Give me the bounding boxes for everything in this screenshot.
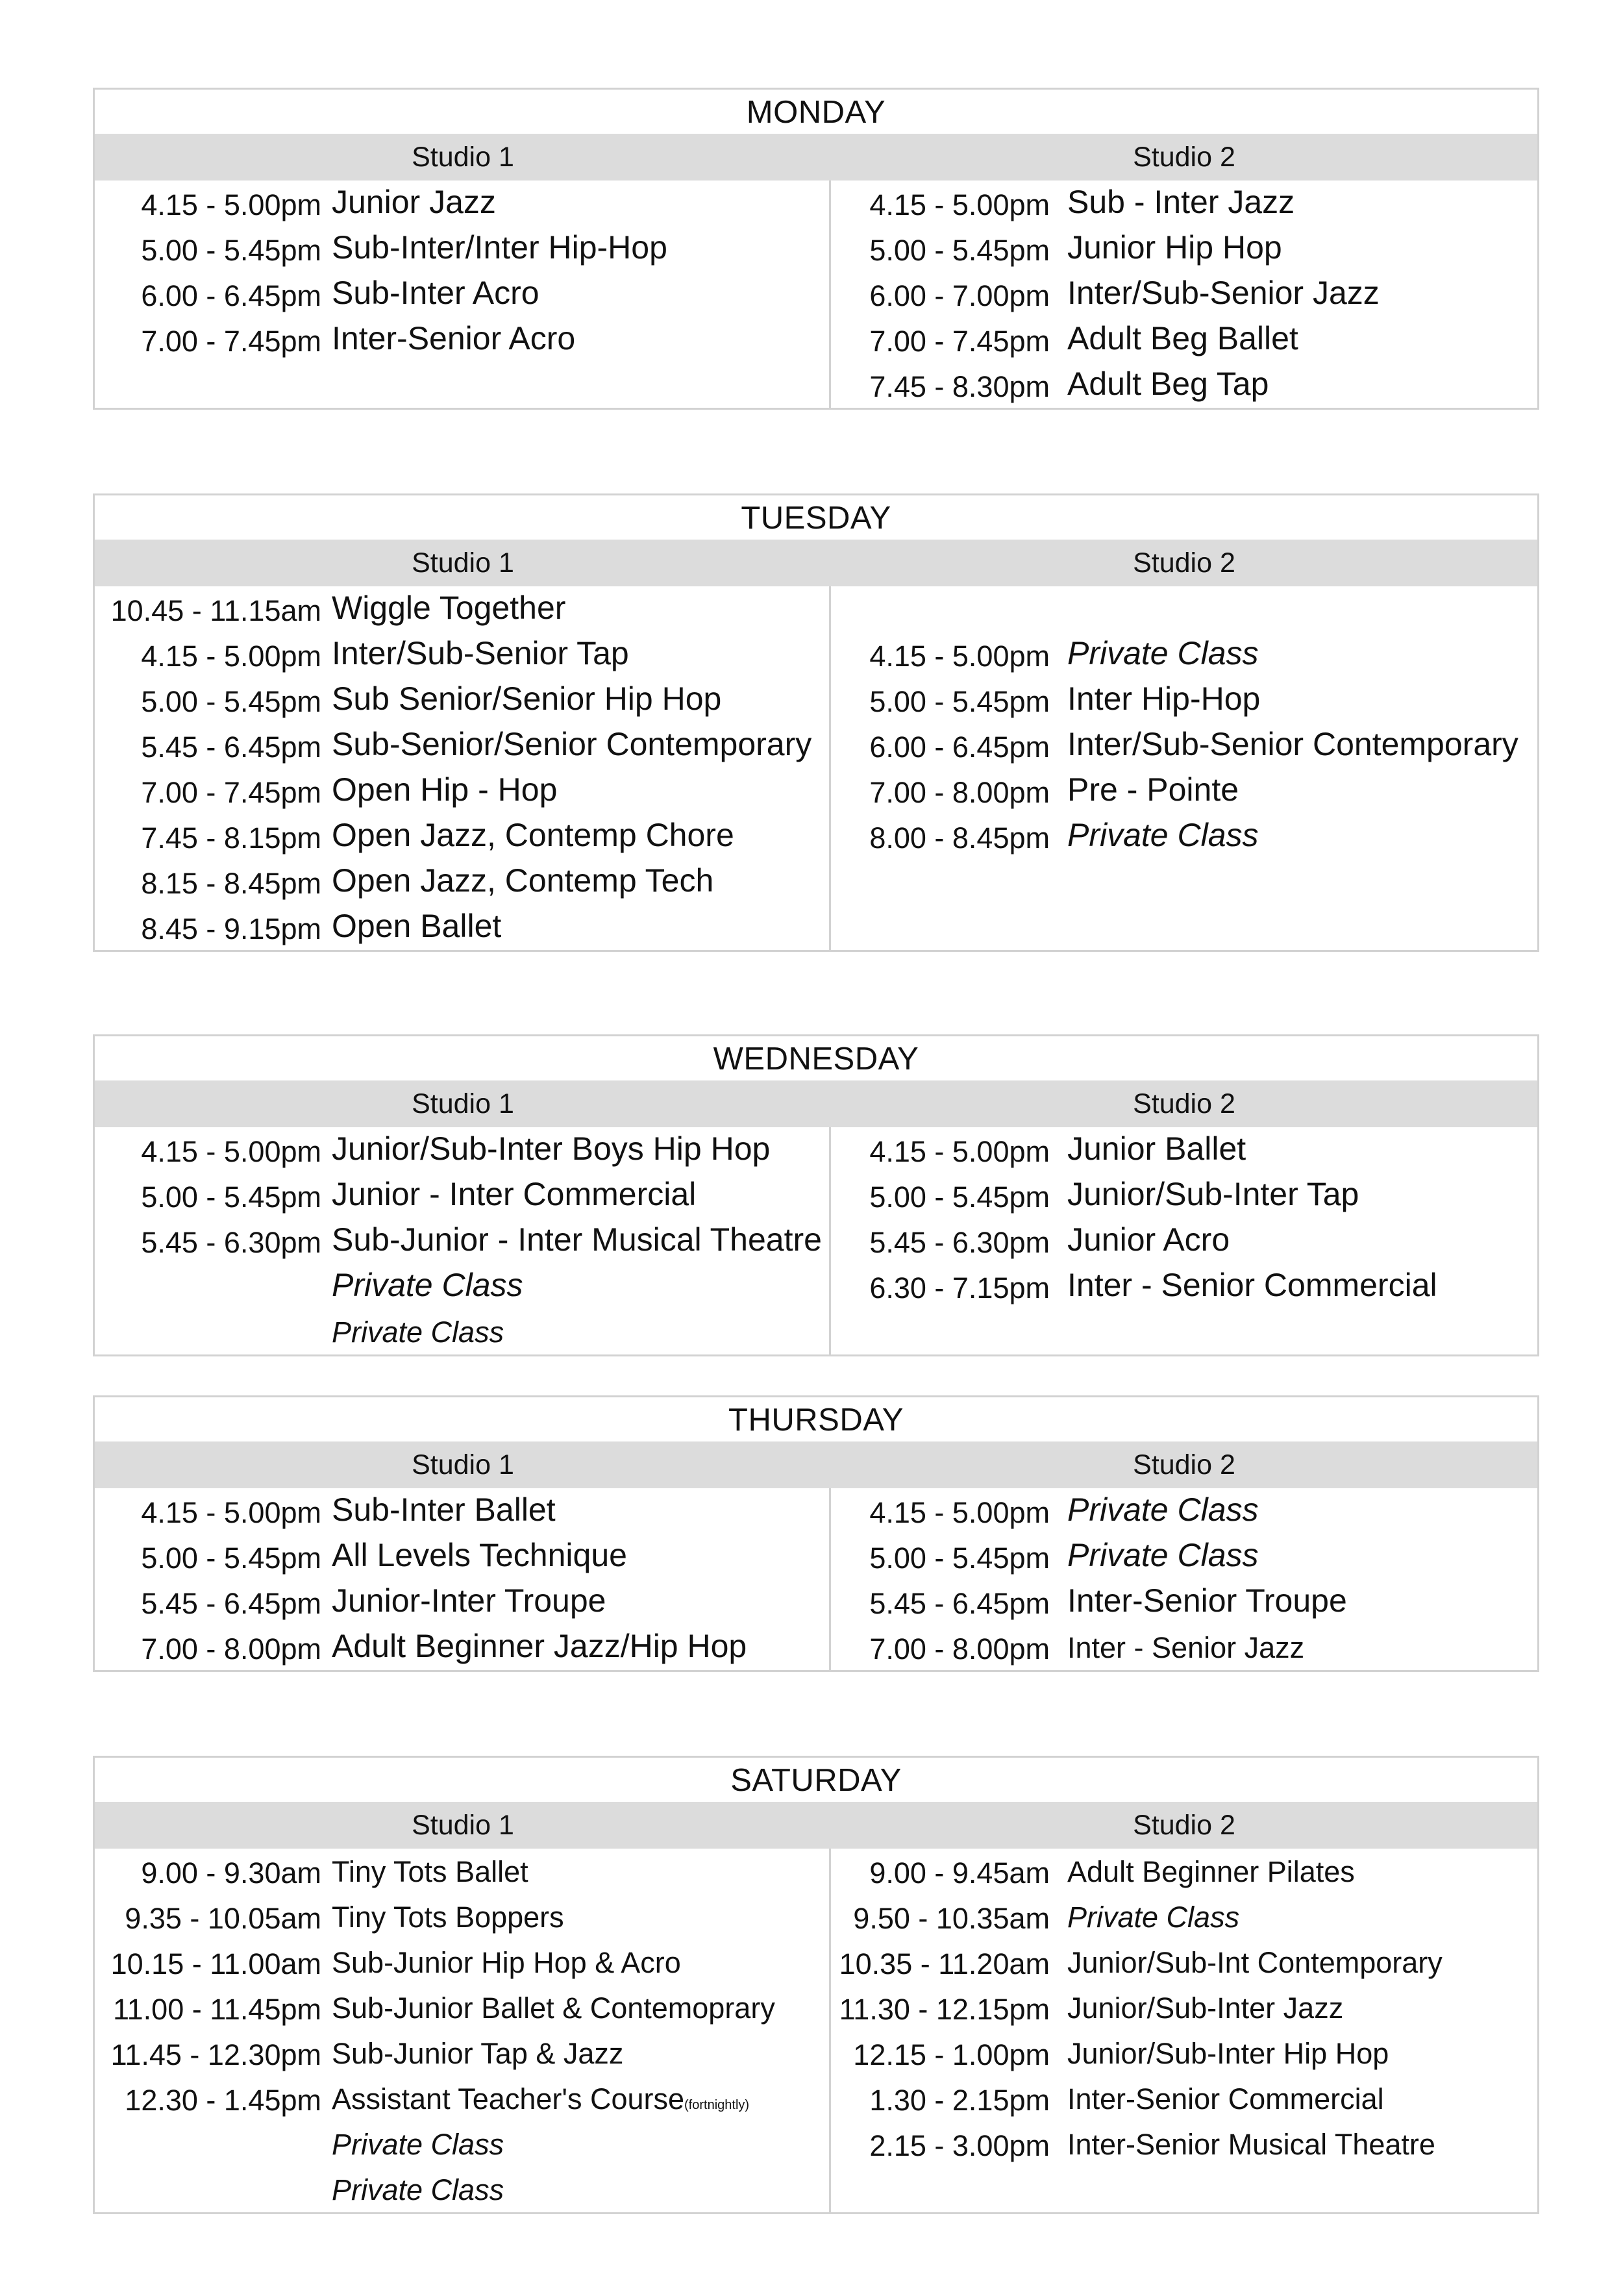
class-name: Junior Jazz	[332, 184, 496, 220]
class-name: Tiny Tots Boppers	[332, 1901, 564, 1934]
class-row	[95, 1940, 829, 1985]
studio-header	[95, 1080, 1537, 1127]
class-row	[95, 632, 829, 677]
class-row	[831, 814, 1537, 859]
class-row	[831, 1127, 1537, 1173]
class-time: 5.45 - 6.30pm	[141, 1226, 321, 1259]
class-time: 10.35 - 11.20am	[839, 1947, 1050, 1980]
class-time: 5.45 - 6.45pm	[141, 730, 321, 764]
studio-2-label: Studio 2	[1133, 1088, 1235, 1119]
class-name: Inter/Sub-Senior Jazz	[1067, 275, 1380, 311]
class-name: Inter/Sub-Senior Contemporary	[1067, 726, 1518, 762]
class-row	[831, 2030, 1537, 2076]
studio-2-label: Studio 2	[1133, 1810, 1235, 1841]
class-name: Junior/Sub-Int Contemporary	[1067, 1946, 1443, 1979]
day-title: MONDAY	[746, 95, 886, 130]
class-row	[95, 1264, 829, 1309]
class-name: Sub-Junior Hip Hop & Acro	[332, 1946, 681, 1979]
class-row	[95, 317, 829, 362]
class-time: 4.15 - 5.00pm	[869, 1135, 1050, 1168]
class-time: 4.15 - 5.00pm	[869, 188, 1050, 221]
class-name: Junior Ballet	[1067, 1130, 1246, 1167]
class-time: 6.30 - 7.15pm	[869, 1271, 1050, 1304]
class-name: Assistant Teacher's Course(fortnightly)	[332, 2082, 750, 2115]
day-block-monday	[93, 88, 1539, 410]
class-time: 8.45 - 9.15pm	[141, 912, 321, 945]
class-name: Inter - Senior Commercial	[1067, 1267, 1437, 1303]
studio-header	[95, 540, 1537, 586]
class-time: 9.00 - 9.45am	[869, 1856, 1050, 1890]
class-time: 5.45 - 6.45pm	[141, 1587, 321, 1620]
class-time: 8.15 - 8.45pm	[141, 867, 321, 900]
class-row	[831, 586, 1537, 632]
class-row	[95, 2030, 829, 2076]
class-name: Open Jazz, Contemp Chore	[332, 817, 734, 853]
class-name: Private Class	[332, 1267, 523, 1303]
class-time: 4.15 - 5.00pm	[141, 640, 321, 673]
class-row	[95, 1127, 829, 1173]
class-time: 5.00 - 5.45pm	[869, 234, 1050, 267]
class-name: Private Class	[1067, 635, 1259, 671]
class-name: Inter-Senior Musical Theatre	[1067, 2128, 1435, 2161]
studio2-column	[831, 586, 1537, 950]
class-row	[831, 1940, 1537, 1985]
class-time: 7.00 - 7.45pm	[141, 325, 321, 358]
class-name: Tiny Tots Ballet	[332, 1855, 528, 1888]
class-time: 2.15 - 3.00pm	[869, 2129, 1050, 2162]
class-time: 5.00 - 5.45pm	[869, 1541, 1050, 1575]
class-row	[95, 814, 829, 859]
class-time: 12.30 - 1.45pm	[125, 2084, 321, 2117]
class-time: 5.00 - 5.45pm	[141, 685, 321, 718]
class-time: 4.15 - 5.00pm	[141, 1135, 321, 1168]
day-title: THURSDAY	[728, 1403, 904, 1438]
class-name: Inter-Senior Commercial	[1067, 2082, 1384, 2115]
class-name: Junior/Sub-Inter Jazz	[1067, 1991, 1344, 2025]
class-time: 10.45 - 11.15am	[110, 594, 321, 627]
class-time: 4.15 - 5.00pm	[869, 1496, 1050, 1529]
studio2-column	[831, 1488, 1537, 1670]
class-name: Open Ballet	[332, 908, 502, 944]
class-name: Sub-Inter Ballet	[332, 1491, 556, 1528]
class-name: Private Class	[332, 1316, 504, 1349]
class-name: Sub-Junior - Inter Musical Theatre	[332, 1221, 822, 1258]
class-row	[831, 1849, 1537, 1894]
class-time: 7.00 - 7.45pm	[869, 325, 1050, 358]
class-time: 7.00 - 7.45pm	[141, 776, 321, 809]
class-time: 5.45 - 6.45pm	[869, 1587, 1050, 1620]
class-time: 5.00 - 5.45pm	[141, 234, 321, 267]
class-time: 6.00 - 6.45pm	[141, 279, 321, 312]
studio1-column	[95, 1849, 831, 2212]
class-name: Adult Beginner Jazz/Hip Hop	[332, 1628, 747, 1664]
class-row	[95, 1985, 829, 2030]
class-name: Private Class	[1067, 817, 1259, 853]
class-row	[831, 362, 1537, 408]
class-name: Inter-Senior Troupe	[1067, 1582, 1347, 1619]
day-title: TUESDAY	[741, 501, 891, 536]
studio1-column	[95, 1488, 831, 1670]
class-row	[95, 768, 829, 814]
class-row	[95, 2121, 829, 2167]
class-time: 12.15 - 1.00pm	[853, 2038, 1050, 2071]
class-time: 9.50 - 10.35am	[853, 1902, 1050, 1935]
class-time: 5.00 - 5.45pm	[141, 1541, 321, 1575]
class-name: Sub-Inter/Inter Hip-Hop	[332, 229, 667, 266]
day-block-saturday	[93, 1756, 1539, 2214]
class-name: Sub-Inter Acro	[332, 275, 539, 311]
class-time: 4.15 - 5.00pm	[869, 640, 1050, 673]
class-row	[95, 677, 829, 723]
class-name: Sub-Junior Ballet & Contemoprary	[332, 1991, 775, 2025]
class-name: Private Class	[1067, 1537, 1259, 1573]
class-name: Adult Beg Ballet	[1067, 320, 1298, 356]
class-name: Junior - Inter Commercial	[332, 1176, 697, 1212]
studio-header	[95, 134, 1537, 181]
class-name: Inter/Sub-Senior Tap	[332, 635, 629, 671]
class-row	[831, 1218, 1537, 1264]
studio2-column	[831, 181, 1537, 408]
class-name: Inter - Senior Jazz	[1067, 1631, 1305, 1664]
class-row	[95, 1218, 829, 1264]
class-name: Private Class	[332, 2128, 504, 2161]
class-name: Inter Hip-Hop	[1067, 680, 1261, 717]
studio-2-label: Studio 2	[1133, 547, 1235, 579]
class-name: Junior Acro	[1067, 1221, 1230, 1258]
studio-header	[95, 1441, 1537, 1488]
class-name: Open Hip - Hop	[332, 771, 558, 808]
class-row	[831, 181, 1537, 226]
class-name: Open Jazz, Contemp Tech	[332, 862, 714, 899]
class-row	[95, 1309, 829, 1354]
class-row	[95, 723, 829, 768]
class-time: 7.00 - 8.00pm	[869, 776, 1050, 809]
class-name: Sub Senior/Senior Hip Hop	[332, 680, 722, 717]
class-time: 4.15 - 5.00pm	[141, 188, 321, 221]
class-row	[831, 1985, 1537, 2030]
class-row	[95, 1894, 829, 1940]
class-name: Sub - Inter Jazz	[1067, 184, 1295, 220]
studio2-column	[831, 1849, 1537, 2212]
class-name: Adult Beg Tap	[1067, 366, 1269, 402]
class-time: 7.00 - 8.00pm	[141, 1632, 321, 1666]
class-row	[831, 1488, 1537, 1534]
class-row	[831, 2121, 1537, 2167]
class-time: 7.00 - 8.00pm	[869, 1632, 1050, 1666]
day-title: SATURDAY	[730, 1763, 902, 1798]
class-time: 8.00 - 8.45pm	[869, 821, 1050, 855]
class-time: 10.15 - 11.00am	[110, 1947, 321, 1980]
class-time: 5.00 - 5.45pm	[869, 1180, 1050, 1214]
studio-1-label: Studio 1	[412, 547, 514, 579]
class-row	[831, 1894, 1537, 1940]
class-row	[95, 905, 829, 950]
class-name: Junior/Sub-Inter Boys Hip Hop	[332, 1130, 771, 1167]
studio-1-label: Studio 1	[412, 1810, 514, 1841]
class-time: 6.00 - 6.45pm	[869, 730, 1050, 764]
class-time: 4.15 - 5.00pm	[141, 1496, 321, 1529]
class-name: Private Class	[1067, 1491, 1259, 1528]
class-row	[831, 632, 1537, 677]
studio-header	[95, 1802, 1537, 1849]
day-title: WEDNESDAY	[713, 1042, 919, 1077]
class-row	[831, 723, 1537, 768]
studio2-column	[831, 1127, 1537, 1354]
class-row	[831, 1534, 1537, 1579]
class-row	[95, 1625, 829, 1670]
day-block-tuesday	[93, 493, 1539, 952]
studio-2-label: Studio 2	[1133, 142, 1235, 173]
class-row	[831, 2076, 1537, 2121]
class-name: Junior/Sub-Inter Tap	[1067, 1176, 1359, 1212]
studio-1-label: Studio 1	[412, 142, 514, 173]
class-name: Junior Hip Hop	[1067, 229, 1282, 266]
class-row	[831, 677, 1537, 723]
class-row	[95, 1173, 829, 1218]
class-row	[831, 271, 1537, 317]
class-name: Inter-Senior Acro	[332, 320, 576, 356]
class-row	[95, 271, 829, 317]
class-time: 11.00 - 11.45pm	[112, 1993, 321, 2026]
class-time: 6.00 - 7.00pm	[869, 279, 1050, 312]
class-row	[95, 1849, 829, 1894]
class-time: 7.45 - 8.30pm	[869, 370, 1050, 403]
class-name: Pre - Pointe	[1067, 771, 1239, 808]
class-time: 9.35 - 10.05am	[125, 1902, 321, 1935]
class-name: Junior-Inter Troupe	[332, 1582, 606, 1619]
class-row	[95, 586, 829, 632]
class-row	[831, 1173, 1537, 1218]
class-time: 11.45 - 12.30pm	[110, 2038, 321, 2071]
class-time: 5.00 - 5.45pm	[141, 1180, 321, 1214]
class-name: Wiggle Together	[332, 590, 566, 626]
class-name: Private Class	[332, 2173, 504, 2206]
class-row	[95, 1534, 829, 1579]
class-row	[95, 2076, 829, 2121]
class-name: Adult Beginner Pilates	[1067, 1855, 1355, 1888]
class-row	[95, 181, 829, 226]
class-time: 5.00 - 5.45pm	[869, 685, 1050, 718]
class-row	[831, 1579, 1537, 1625]
day-block-wednesday	[93, 1034, 1539, 1356]
class-note: (fortnightly)	[684, 2098, 750, 2112]
studio1-column	[95, 181, 831, 408]
class-row	[95, 1579, 829, 1625]
studio-1-label: Studio 1	[412, 1449, 514, 1480]
class-row	[95, 859, 829, 905]
class-name: Sub-Senior/Senior Contemporary	[332, 726, 812, 762]
class-time: 1.30 - 2.15pm	[869, 2084, 1050, 2117]
studio-1-label: Studio 1	[412, 1088, 514, 1119]
class-row	[831, 1264, 1537, 1309]
class-name: Junior/Sub-Inter Hip Hop	[1067, 2037, 1389, 2070]
studio1-column	[95, 586, 831, 950]
class-time: 5.45 - 6.30pm	[869, 1226, 1050, 1259]
class-row	[831, 1625, 1537, 1670]
class-time: 11.30 - 12.15pm	[839, 1993, 1050, 2026]
studio-2-label: Studio 2	[1133, 1449, 1235, 1480]
studio1-column	[95, 1127, 831, 1354]
class-row	[831, 768, 1537, 814]
class-time: 7.45 - 8.15pm	[141, 821, 321, 855]
class-row	[95, 1488, 829, 1534]
class-row	[831, 226, 1537, 271]
class-row	[831, 317, 1537, 362]
class-name: Private Class	[1067, 1901, 1240, 1934]
class-name: Sub-Junior Tap & Jazz	[332, 2037, 624, 2070]
class-row	[95, 2167, 829, 2212]
class-time: 9.00 - 9.30am	[141, 1856, 321, 1890]
day-block-thursday	[93, 1395, 1539, 1672]
class-row	[95, 226, 829, 271]
class-name: All Levels Technique	[332, 1537, 627, 1573]
